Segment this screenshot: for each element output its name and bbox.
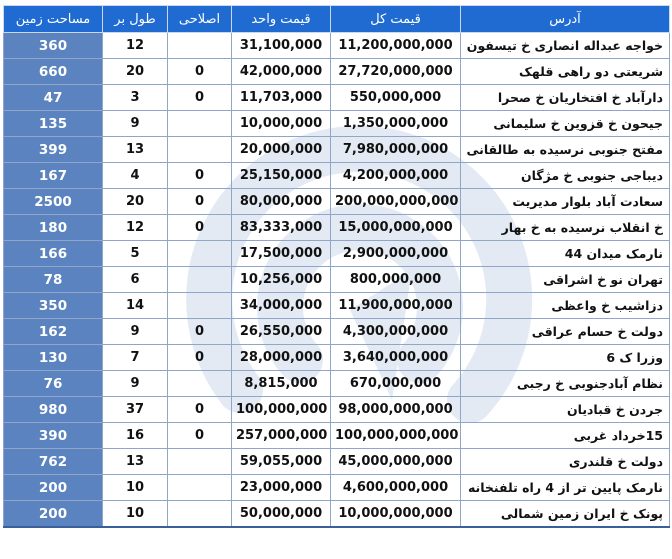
cell-unit-price: 10,000,000 [232, 111, 331, 137]
cell-area: 350 [4, 293, 103, 319]
table-row [4, 215, 670, 241]
cell-total-price: 100,000,000,000 [331, 423, 461, 449]
cell-address: نارمک پایین تر از 4 راه تلفنخانه [461, 475, 670, 501]
cell-correction: 0 [168, 163, 232, 189]
cell-correction: 0 [168, 85, 232, 111]
table-row [4, 33, 670, 59]
cell-total-price: 27,720,000,000 [331, 59, 461, 85]
cell-correction [168, 293, 232, 319]
cell-length: 37 [103, 397, 168, 423]
cell-total-price: 4,200,000,000 [331, 163, 461, 189]
cell-unit-price: 257,000,000 [232, 423, 331, 449]
cell-correction: 0 [168, 59, 232, 85]
cell-total-price: 2,900,000,000 [331, 241, 461, 267]
table-row [4, 137, 670, 163]
cell-unit-price: 10,256,000 [232, 267, 331, 293]
cell-length: 7 [103, 345, 168, 371]
cell-correction [168, 371, 232, 397]
cell-area: 762 [4, 449, 103, 475]
cell-address: تهران نو خ اشراقی [461, 267, 670, 293]
cell-total-price: 11,200,000,000 [331, 33, 461, 59]
cell-area: 399 [4, 137, 103, 163]
table-row [4, 59, 670, 85]
cell-address: دیباجی جنوبی خ مژگان [461, 163, 670, 189]
cell-length: 5 [103, 241, 168, 267]
cell-address: دزاشیب خ واعظی [461, 293, 670, 319]
cell-unit-price: 11,703,000 [232, 85, 331, 111]
cell-correction [168, 475, 232, 501]
price-table [3, 5, 670, 528]
cell-area: 78 [4, 267, 103, 293]
cell-address: سعادت آباد بلوار مدیریت [461, 189, 670, 215]
table-row [4, 163, 670, 189]
cell-correction: 0 [168, 215, 232, 241]
header-area: مساحت زمین [4, 6, 103, 33]
cell-correction [168, 267, 232, 293]
header-address: آدرس [461, 6, 670, 33]
cell-length: 4 [103, 163, 168, 189]
cell-address: جردن خ قبادیان [461, 397, 670, 423]
cell-total-price: 15,000,000,000 [331, 215, 461, 241]
cell-total-price: 11,900,000,000 [331, 293, 461, 319]
cell-area: 180 [4, 215, 103, 241]
table-row [4, 423, 670, 449]
cell-address: دارآباد خ افتخاریان خ صحرا [461, 85, 670, 111]
table-row [4, 397, 670, 423]
table-row [4, 85, 670, 111]
cell-address: وزرا ک 6 [461, 345, 670, 371]
cell-correction: 0 [168, 423, 232, 449]
cell-address: پونک خ ایران زمین شمالی [461, 501, 670, 528]
cell-total-price: 7,980,000,000 [331, 137, 461, 163]
cell-total-price: 200,000,000,000 [331, 189, 461, 215]
cell-address: 15خرداد غربی [461, 423, 670, 449]
cell-length: 6 [103, 267, 168, 293]
cell-area: 390 [4, 423, 103, 449]
header-total-price: قیمت کل [331, 6, 461, 33]
cell-length: 12 [103, 215, 168, 241]
header-length: طول بر [103, 6, 168, 33]
cell-length: 9 [103, 371, 168, 397]
cell-area: 76 [4, 371, 103, 397]
cell-total-price: 4,300,000,000 [331, 319, 461, 345]
cell-unit-price: 26,550,000 [232, 319, 331, 345]
cell-length: 20 [103, 59, 168, 85]
cell-address: دولت خ حسام عراقی [461, 319, 670, 345]
cell-unit-price: 20,000,000 [232, 137, 331, 163]
cell-length: 13 [103, 137, 168, 163]
cell-area: 980 [4, 397, 103, 423]
cell-unit-price: 31,100,000 [232, 33, 331, 59]
header-unit-price: قیمت واحد [232, 6, 331, 33]
cell-address: شریعتی دو راهی قلهک [461, 59, 670, 85]
table-row [4, 319, 670, 345]
cell-address: نارمک میدان 44 [461, 241, 670, 267]
cell-total-price: 670,000,000 [331, 371, 461, 397]
cell-unit-price: 25,150,000 [232, 163, 331, 189]
cell-correction: 0 [168, 397, 232, 423]
cell-unit-price: 50,000,000 [232, 501, 331, 528]
cell-total-price: 98,000,000,000 [331, 397, 461, 423]
cell-unit-price: 34,000,000 [232, 293, 331, 319]
cell-total-price: 1,350,000,000 [331, 111, 461, 137]
table-row [4, 345, 670, 371]
table-row [4, 267, 670, 293]
cell-address: دولت خ قلندری [461, 449, 670, 475]
cell-area: 360 [4, 33, 103, 59]
cell-length: 16 [103, 423, 168, 449]
cell-total-price: 800,000,000 [331, 267, 461, 293]
cell-correction [168, 501, 232, 528]
cell-correction [168, 241, 232, 267]
cell-length: 10 [103, 475, 168, 501]
table-row [4, 241, 670, 267]
cell-unit-price: 83,333,000 [232, 215, 331, 241]
cell-area: 47 [4, 85, 103, 111]
cell-unit-price: 59,055,000 [232, 449, 331, 475]
cell-length: 12 [103, 33, 168, 59]
cell-total-price: 45,000,000,000 [331, 449, 461, 475]
table-header-row [4, 6, 670, 33]
cell-correction [168, 449, 232, 475]
cell-length: 20 [103, 189, 168, 215]
cell-area: 130 [4, 345, 103, 371]
cell-unit-price: 28,000,000 [232, 345, 331, 371]
cell-correction: 0 [168, 189, 232, 215]
cell-total-price: 3,640,000,000 [331, 345, 461, 371]
cell-unit-price: 42,000,000 [232, 59, 331, 85]
cell-unit-price: 100,000,000 [232, 397, 331, 423]
cell-length: 13 [103, 449, 168, 475]
cell-length: 9 [103, 319, 168, 345]
table-row [4, 111, 670, 137]
header-correction: اصلاحی [168, 6, 232, 33]
cell-total-price: 4,600,000,000 [331, 475, 461, 501]
table-row [4, 475, 670, 501]
table-row [4, 501, 670, 528]
cell-unit-price: 17,500,000 [232, 241, 331, 267]
cell-area: 660 [4, 59, 103, 85]
cell-correction: 0 [168, 345, 232, 371]
cell-correction: 0 [168, 319, 232, 345]
table-row [4, 189, 670, 215]
cell-total-price: 10,000,000,000 [331, 501, 461, 528]
cell-total-price: 550,000,000 [331, 85, 461, 111]
table-row [4, 449, 670, 475]
cell-length: 14 [103, 293, 168, 319]
cell-address: جیحون خ قزوین خ سلیمانی [461, 111, 670, 137]
cell-address: نظام آبادجنوبی خ رجبی [461, 371, 670, 397]
cell-address: خواجه عبداله انصاری خ تیسفون [461, 33, 670, 59]
table-row [4, 293, 670, 319]
cell-area: 166 [4, 241, 103, 267]
cell-unit-price: 8,815,000 [232, 371, 331, 397]
cell-length: 9 [103, 111, 168, 137]
cell-area: 200 [4, 501, 103, 528]
cell-unit-price: 23,000,000 [232, 475, 331, 501]
cell-address: خ انقلاب نرسیده به خ بهار [461, 215, 670, 241]
cell-correction [168, 111, 232, 137]
cell-area: 200 [4, 475, 103, 501]
cell-length: 3 [103, 85, 168, 111]
cell-area: 167 [4, 163, 103, 189]
cell-unit-price: 80,000,000 [232, 189, 331, 215]
cell-correction [168, 33, 232, 59]
table-row [4, 371, 670, 397]
cell-area: 2500 [4, 189, 103, 215]
cell-address: مفتح جنوبی نرسیده به طالقانی [461, 137, 670, 163]
cell-area: 162 [4, 319, 103, 345]
table-body [4, 33, 670, 528]
cell-correction [168, 137, 232, 163]
cell-area: 135 [4, 111, 103, 137]
cell-length: 10 [103, 501, 168, 528]
